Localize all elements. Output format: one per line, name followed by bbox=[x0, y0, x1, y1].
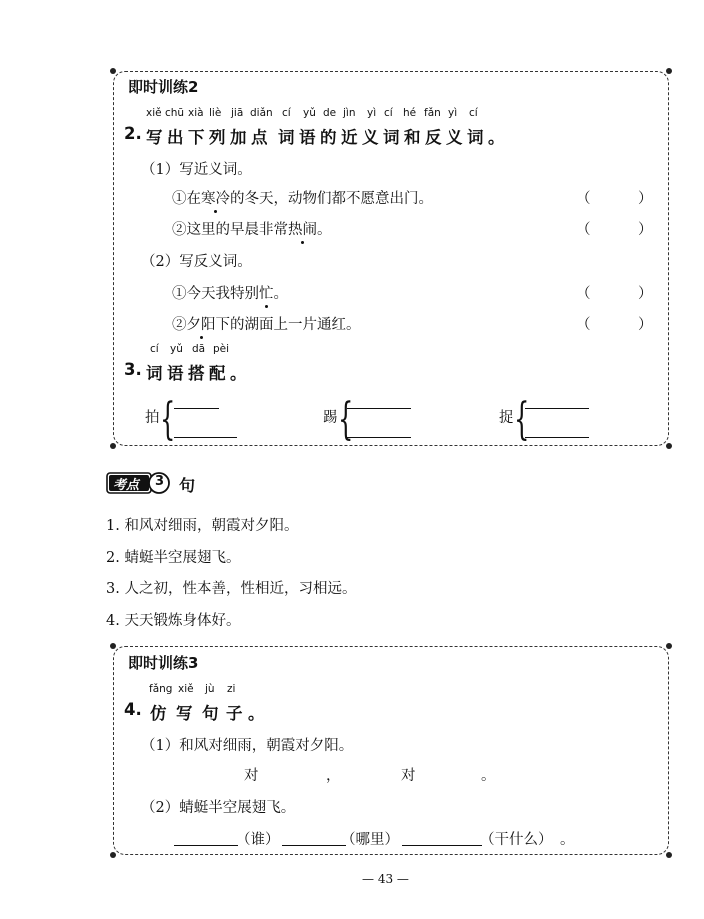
answer-line[interactable] bbox=[525, 408, 589, 409]
answer-line[interactable] bbox=[174, 437, 237, 438]
item-pre: ①今天我特别 bbox=[172, 286, 259, 302]
answer-paren-open: （ bbox=[576, 191, 591, 207]
q-char: 搭 bbox=[188, 364, 205, 383]
brace-icon: { bbox=[514, 394, 530, 445]
template-period: 。 bbox=[481, 768, 496, 784]
emphasized-word: 寒冷 bbox=[201, 191, 230, 207]
pinyin: jiā bbox=[231, 107, 244, 119]
q-char: 加 bbox=[230, 128, 247, 147]
section-title: 句 bbox=[179, 476, 196, 495]
pinyin: hé bbox=[403, 107, 417, 119]
item-pre: ①在 bbox=[172, 191, 201, 207]
badge-label: 考点 bbox=[113, 478, 140, 493]
q-char: 写 bbox=[146, 128, 163, 147]
item-pre: ②这里的早晨非常 bbox=[172, 222, 288, 238]
q-char: 子 bbox=[226, 704, 243, 723]
brace-icon: { bbox=[160, 394, 176, 445]
q-char: 义 bbox=[446, 128, 463, 147]
hint-where: （哪里） bbox=[341, 832, 399, 848]
q2-part1-item-2 bbox=[172, 218, 332, 239]
item-pre: ② bbox=[172, 317, 187, 333]
q4-part1-label: （1）和风对细雨，朝霞对夕阳。 bbox=[141, 738, 354, 754]
q-char: 反 bbox=[425, 128, 442, 147]
emphasized-word: 夕阳 bbox=[186, 317, 216, 333]
pinyin: fǎng bbox=[149, 683, 173, 695]
item-post: 。 bbox=[317, 222, 332, 238]
pinyin: chū bbox=[165, 107, 185, 119]
match-word-ti: 踢 bbox=[323, 410, 338, 426]
match-word-pai: 拍 bbox=[145, 410, 160, 426]
pinyin: cí bbox=[282, 107, 291, 119]
q-char: 下 bbox=[188, 128, 205, 147]
emphasized-word: 热闹 bbox=[288, 222, 317, 238]
pinyin: xià bbox=[188, 107, 204, 119]
answer-paren-open: （ bbox=[576, 286, 591, 302]
q-char: 句 bbox=[202, 704, 219, 723]
pinyin: xiě bbox=[178, 683, 194, 695]
pinyin: yì bbox=[367, 107, 377, 119]
answer-line-what[interactable] bbox=[402, 845, 482, 846]
q-char: 词 bbox=[467, 128, 484, 147]
pinyin: pèi bbox=[213, 343, 230, 355]
pinyin: cí bbox=[384, 107, 393, 119]
answer-line[interactable] bbox=[525, 437, 589, 438]
item-post: 。 bbox=[273, 286, 288, 302]
pinyin: jìn bbox=[343, 107, 356, 119]
answer-line-who[interactable] bbox=[174, 845, 238, 846]
q-char: 语 bbox=[299, 128, 316, 147]
pinyin: dā bbox=[192, 343, 206, 355]
badge-number: 3 bbox=[155, 474, 165, 489]
q2-part2-item-1 bbox=[172, 282, 288, 303]
q-char: 点 bbox=[251, 128, 268, 147]
sentence-line-1: 1. 和风对细雨，朝霞对夕阳。 bbox=[106, 518, 299, 534]
answer-paren-close[interactable]: ） bbox=[638, 286, 653, 302]
hint-who: （谁） bbox=[236, 832, 280, 848]
q-char: 。 bbox=[248, 704, 265, 723]
template-period-2: 。 bbox=[560, 832, 575, 848]
pinyin: de bbox=[323, 107, 337, 119]
answer-line-where[interactable] bbox=[282, 845, 346, 846]
pinyin: jù bbox=[205, 683, 215, 695]
q-char: 列 bbox=[209, 128, 226, 147]
q4-number: 4. bbox=[124, 700, 142, 719]
practice-title-2: 即时训练2 bbox=[128, 78, 199, 96]
sentence-line-3: 3. 人之初，性本善，性相近，习相远。 bbox=[106, 581, 357, 597]
answer-paren-close[interactable]: ） bbox=[638, 191, 653, 207]
answer-line[interactable] bbox=[347, 408, 411, 409]
q3-number: 3. bbox=[124, 360, 142, 379]
pinyin: yǔ bbox=[170, 343, 183, 355]
pinyin: liè bbox=[209, 107, 222, 119]
pinyin: fǎn bbox=[424, 107, 441, 119]
brace-icon: { bbox=[338, 394, 354, 445]
sentence-line-4: 4. 天天锻炼身体好。 bbox=[106, 613, 241, 629]
q-char: 。 bbox=[488, 128, 505, 147]
q-char: 语 bbox=[167, 364, 184, 383]
pinyin: cí bbox=[150, 343, 159, 355]
item-post: 下的湖面上一片通红。 bbox=[215, 317, 361, 333]
q-char: 仿 bbox=[150, 704, 167, 723]
q2-part1-item-1 bbox=[172, 187, 433, 208]
pinyin: cí bbox=[469, 107, 478, 119]
practice-title-3: 即时训练3 bbox=[128, 654, 199, 672]
q-char: 的 bbox=[320, 128, 337, 147]
q2-number: 2. bbox=[124, 124, 142, 143]
q2-part2-item-2 bbox=[172, 313, 361, 334]
pinyin: yì bbox=[448, 107, 458, 119]
template-dui-1: 对 bbox=[244, 768, 259, 784]
q-char: 词 bbox=[383, 128, 400, 147]
q4-part2-label: （2）蜻蜓半空展翅飞。 bbox=[141, 800, 296, 816]
sentence-line-2: 2. 蜻蜓半空展翅飞。 bbox=[106, 550, 241, 566]
hint-what: （干什么） bbox=[480, 832, 553, 848]
pinyin: diǎn bbox=[250, 107, 273, 119]
template-dui-2: 对 bbox=[401, 768, 416, 784]
answer-paren-open: （ bbox=[576, 222, 591, 238]
q-char: 近 bbox=[341, 128, 358, 147]
q-char: 词 bbox=[278, 128, 295, 147]
q-char: 出 bbox=[167, 128, 184, 147]
answer-paren-close[interactable]: ） bbox=[638, 317, 653, 333]
q-char: 词 bbox=[146, 364, 163, 383]
template-comma: ， bbox=[326, 768, 341, 784]
q2-part2-label: （2）写反义词。 bbox=[141, 254, 252, 270]
pinyin: yǔ bbox=[303, 107, 316, 119]
q-char: 和 bbox=[404, 128, 421, 147]
q-char: 义 bbox=[362, 128, 379, 147]
emphasized-word: 忙 bbox=[259, 286, 274, 302]
answer-line[interactable] bbox=[347, 437, 411, 438]
item-post: 的冬天，动物们都不愿意出门。 bbox=[230, 191, 433, 207]
answer-line[interactable] bbox=[174, 408, 219, 409]
answer-paren-open: （ bbox=[576, 317, 591, 333]
q-char: 配 bbox=[209, 364, 226, 383]
q-char: 写 bbox=[176, 704, 193, 723]
pinyin: xiě bbox=[146, 107, 162, 119]
match-word-zhuo: 捉 bbox=[499, 410, 514, 426]
page-number: — 43 — bbox=[362, 872, 409, 886]
section-badge bbox=[106, 471, 172, 495]
q-char: 。 bbox=[230, 364, 247, 383]
q2-part1-label: （1）写近义词。 bbox=[141, 162, 252, 178]
answer-paren-close[interactable]: ） bbox=[638, 222, 653, 238]
pinyin: zi bbox=[227, 683, 236, 695]
